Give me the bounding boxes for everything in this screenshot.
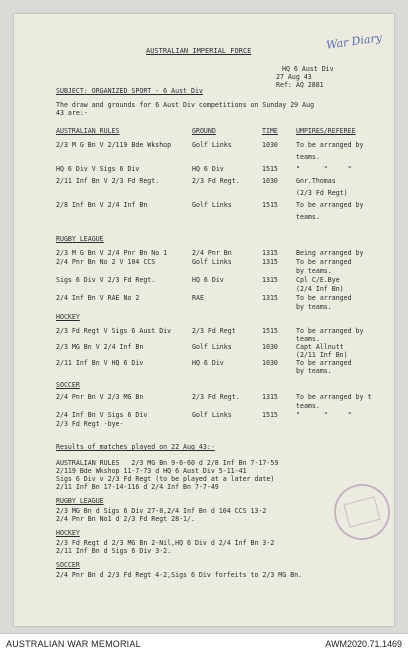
results-section-heading: RUGBY LEAGUE [56,497,104,505]
result-line: 2/4 Pnr Bn No1 d 2/3 Fd Regt 28-1/. [56,515,195,523]
soccer-row-umpires-cell: " " " [296,411,352,419]
result-line: 2/119 Bde Wkshop 11-7-73 d HQ 6 Aust Div 5-11-41 [56,467,247,475]
aust-rules-row-umpires-cell: To be arranged by [296,141,364,149]
soccer-row-time-cell: 1515 [262,411,278,419]
soccer-row-umpires-cell: To be arranged by t [296,393,372,401]
result-line: 2/11 Inf Bn 17-14-116 d 2/4 Inf Bn 7-7-49 [56,483,219,491]
subject-line: SUBJECT: ORGANIZED SPORT - 6 Aust Div [56,87,203,95]
hockey-row-competition-cell: 2/11 Inf Bn V HQ 6 Div [56,359,144,367]
header-line-1: HQ 6 Aust Div [282,65,334,73]
rugby-row-competition-cell: 2/4 Pnr Bn No 2 V 104 CCS [56,258,156,266]
results-heading: Results of matches played on 22 Aug 43:- [56,443,215,451]
rugby-row-ground-cell: Golf Links [192,258,232,266]
hockey-row-ground-cell: Golf Links [192,343,232,351]
results-section-heading: SOCCER [56,561,80,569]
hockey-row-umpires-cell: by teams. [296,367,332,375]
aust-rules-row-ground-cell: HQ 6 Div [192,165,224,173]
rugby-row-time-cell: 1315 [262,258,278,266]
aust-rules-row-time-cell: 1515 [262,201,278,209]
aust-rules-row-umpires-cell: To be arranged by [296,201,364,209]
rugby-heading: RUGBY LEAGUE [56,235,104,243]
aust-rules-row-ground-cell: Golf Links [192,141,232,149]
header-line-2: 27 Aug 43 [276,73,312,81]
aust-rules-row-umpires-cell: (2/3 Fd Regt) [296,189,348,197]
aust-rules-heading: AUSTRALIAN RULES [56,127,120,135]
rugby-row-umpires-cell: Cpl C/E.Bye [296,276,340,284]
hockey-row-umpires-cell: (2/11 Inf Bn) [296,351,348,359]
rugby-row-competition-cell: 2/3 M G Bn V 2/4 Pnr Bn No 1 [56,249,168,257]
aust-rules-row-competition-cell: HQ 6 Div V Sigs 6 Div [56,165,140,173]
aust-rules-row-competition-cell: 2/8 Inf Bn V 2/4 Inf Bn [56,201,148,209]
rugby-row-competition-cell: Sigs 6 Div V 2/3 Fd Regt. [56,276,156,284]
document-title: AUSTRALIAN IMPERIAL FORCE [146,47,252,55]
result-line: 2/3 MG Bn d Sigs 6 Div 27-8,2/4 Inf Bn d 104 CCS 13-2 [56,507,267,515]
rugby-row-time-cell: 1315 [262,276,278,284]
document-page [14,14,394,626]
umpires-header: UMPIRES/REFEREE [296,127,356,135]
hockey-row-umpires-cell: To be arranged [296,359,352,367]
result-line: 2/3 Fd Regt d 2/3 MG Bn 2-Nil,HQ 6 Div d 2/4 Inf Bn 3-2 [56,539,275,547]
footer-bar [0,633,408,654]
rugby-row-umpires-cell: Being arranged by [296,249,364,257]
result-line: 2/11 Inf Bn d Sigs 6 Div 3-2. [56,547,172,555]
document-body [14,14,394,626]
aust-rules-row-time-cell: 1030 [262,141,278,149]
rugby-row-ground-cell: RAE [192,294,204,302]
soccer-heading: SOCCER [56,381,80,389]
aust-rules-row-competition-cell: 2/11 Inf Bn V 2/3 Fd Regt. [56,177,160,185]
hockey-row-competition-cell: 2/3 Fd Regt V Sigs 6 Aust Div [56,327,172,335]
aust-rules-row-ground-cell: 2/3 Fd Regt. [192,177,240,185]
soccer-row-competition-cell: 2/3 Fd Regt -bye- [56,420,124,428]
hockey-row-umpires-cell: Capt Allnutt [296,343,344,351]
handwritten-note: War Diary [325,31,383,52]
result-line: 2/4 Pnr Bn d 2/3 Fd Regt 4-2,Sigs 6 Div forfeits to 2/3 MG Bn. [56,571,303,579]
hockey-row-time-cell: 1515 [262,327,278,335]
intro-line-1: The draw and grounds for 6 Aust Div competitions on Sunday 29 Aug [56,101,315,109]
hockey-row-competition-cell: 2/3 MG Bn V 2/4 Inf Bn [56,343,144,351]
aust-rules-row-umpires-cell: " " " [296,165,352,173]
result-line: Sigs 6 Div v 2/3 Fd Regt (to be played at a later date) [56,475,275,483]
rugby-row-umpires-cell: by teams. [296,267,332,275]
hockey-heading: HOCKEY [56,313,80,321]
hockey-row-ground-cell: HQ 6 Div [192,359,224,367]
rugby-row-umpires-cell: To be arranged [296,294,352,302]
aust-rules-row-time-cell: 1030 [262,177,278,185]
rugby-row-umpires-cell: (2/4 Inf Bn) [296,285,344,293]
header-line-3: Ref: AQ 2881 [276,81,324,89]
soccer-row-umpires-cell: teams. [296,402,320,410]
rugby-row-umpires-cell: To be arranged [296,258,352,266]
results-section-heading: HOCKEY [56,529,80,537]
hockey-row-time-cell: 1030 [262,359,278,367]
rugby-row-competition-cell: 2/4 Inf Bn V RAE No 2 [56,294,140,302]
ground-header: GROUND [192,127,216,135]
aust-rules-row-ground-cell: Golf Links [192,201,232,209]
result-line: AUSTRALIAN RULES 2/3 MG Bn 9-6-60 d 2/8 Inf Bn 7-17-59 [56,459,279,467]
aust-rules-row-umpires-cell: Gnr.Thomas [296,177,336,185]
soccer-row-ground-cell: Golf Links [192,411,232,419]
rugby-row-time-cell: 1315 [262,249,278,257]
aust-rules-row-umpires-cell: teams. [296,153,320,161]
rugby-row-ground-cell: HQ 6 Div [192,276,224,284]
soccer-row-competition-cell: 2/4 Inf Bn V Sigs 6 Div [56,411,148,419]
soccer-row-competition-cell: 2/4 Pnr Bn V 2/3 MG Bn [56,393,144,401]
footer-institution: AUSTRALIAN WAR MEMORIAL [6,639,141,649]
aust-rules-row-time-cell: 1515 [262,165,278,173]
time-header: TIME [262,127,278,135]
soccer-row-ground-cell: 2/3 Fd Regt. [192,393,240,401]
hockey-row-umpires-cell: To be arranged by [296,327,364,335]
hockey-row-umpires-cell: teams. [296,335,320,343]
soccer-row-time-cell: 1315 [262,393,278,401]
rugby-row-umpires-cell: by teams. [296,303,332,311]
hockey-row-time-cell: 1030 [262,343,278,351]
footer-accession-number: AWM2020.71.1469 [325,639,402,649]
hockey-row-ground-cell: 2/3 Fd Regt [192,327,236,335]
aust-rules-row-umpires-cell: teams. [296,213,320,221]
rugby-row-ground-cell: 2/4 Pnr Bn [192,249,232,257]
aust-rules-row-competition-cell: 2/3 M G Bn V 2/119 Bde Wkshop [56,141,172,149]
rugby-row-time-cell: 1315 [262,294,278,302]
archive-stamp [328,478,397,547]
intro-line-2: 43 are:- [56,109,88,117]
